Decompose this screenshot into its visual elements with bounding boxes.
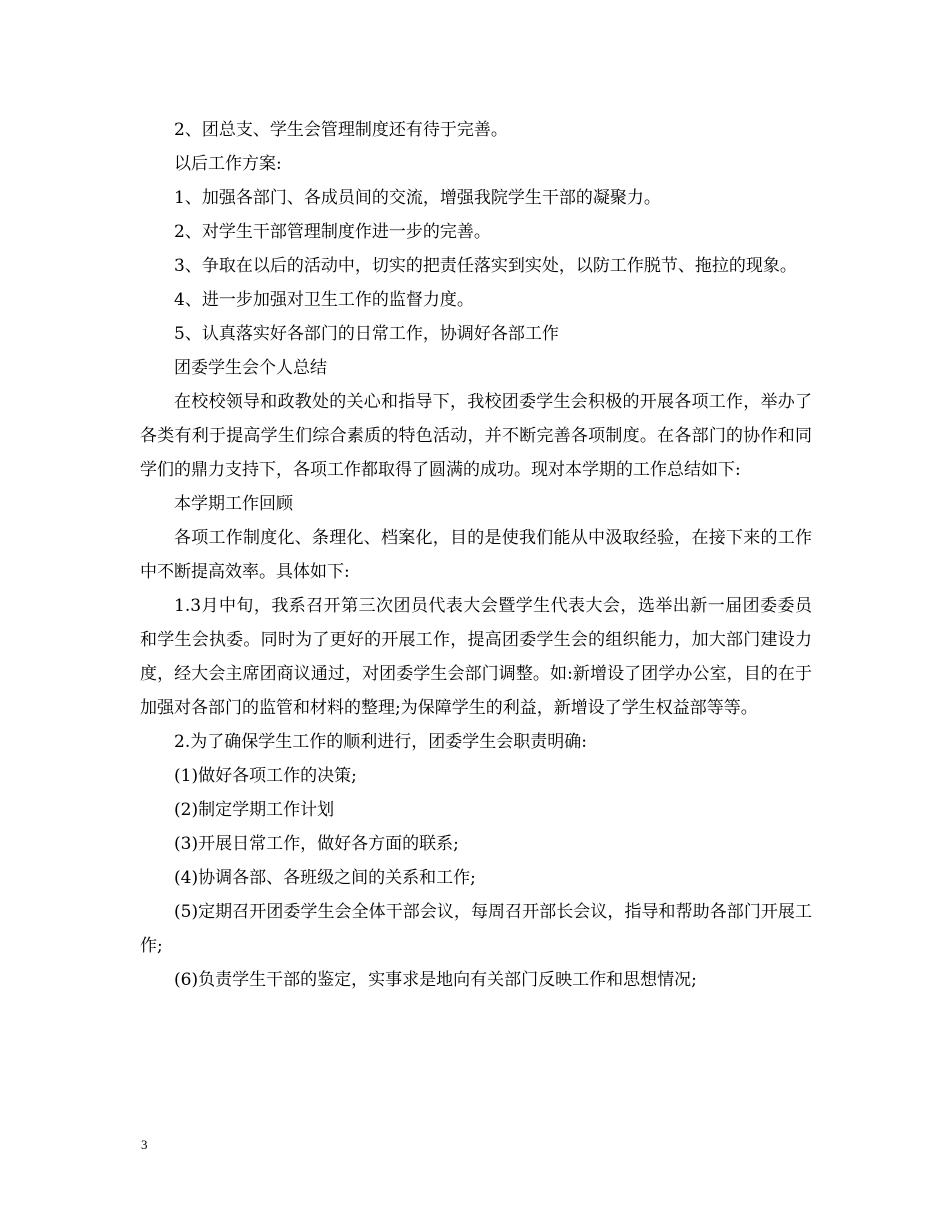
paragraph: 1.3月中旬，我系召开第三次团员代表大会暨学生代表大会，选举出新一届团委委员和学生会执委。同时为了更好的开展工作，提高团委学生会的组织能力，加大部门建设力度，经大会主席团商议通过，对团委学生会部门调整。如:新增设了团学办公室，目的在于加强对各部门的监管和材料的整理;为保障学生的利益，新增设了学生权益部等等。 [140,596,812,718]
list-item: (4)协调各部、各班级之间的关系和工作; [174,868,476,888]
paragraph: 2、团总支、学生会管理制度还有待于完善。 [174,120,508,140]
list-item: (2)制定学期工作计划 [174,800,335,820]
list-item: (3)开展日常工作，做好各方面的联系; [174,834,459,854]
section-heading: 团委学生会个人总结 [174,358,327,378]
paragraph: 1、加强各部门、各成员间的交流，增强我院学生干部的凝聚力。 [174,188,661,208]
paragraph: 以后工作方案: [174,154,282,174]
paragraph: 2、对学生干部管理制度作进一步的完善。 [174,222,491,242]
paragraph: 3、争取在以后的活动中，切实的把责任落实到实处，以防工作脱节、拖拉的现象。 [174,256,797,276]
document-body [140,113,812,997]
paragraph: 4、进一步加强对卫生工作的监督力度。 [174,290,474,310]
section-heading: 本学期工作回顾 [174,494,293,514]
list-item: (5)定期召开团委学生会全体干部会议，每周召开部长会议，指导和帮助各部门开展工作; [140,902,812,956]
page-number: 3 [141,1137,148,1152]
paragraph: 在校校领导和政教处的关心和指导下，我校团委学生会积极的开展各项工作，举办了各类有利于提高学生们综合素质的特色活动，并不断完善各项制度。在各部门的协作和同学们的鼎力支持下，各项工作都取得了圆满的成功。现对本学期的工作总结如下: [140,392,812,480]
list-item: (6)负责学生干部的鉴定，实事求是地向有关部门反映工作和思想情况; [174,970,697,990]
paragraph: 2.为了确保学生工作的顺利进行，团委学生会职责明确: [174,732,587,752]
paragraph: 各项工作制度化、条理化、档案化，目的是使我们能从中汲取经验，在接下来的工作中不断提高效率。具体如下: [140,528,812,582]
list-item: (1)做好各项工作的决策; [174,766,357,786]
paragraph: 5、认真落实好各部门的日常工作，协调好各部工作 [174,324,559,344]
